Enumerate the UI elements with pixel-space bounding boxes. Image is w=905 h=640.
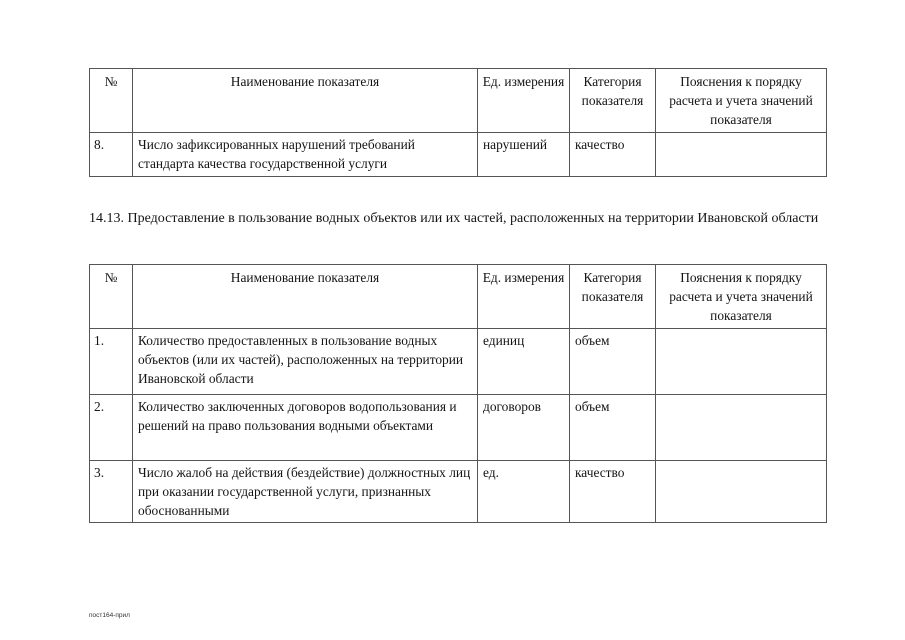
table-header-row	[90, 265, 827, 329]
indicator-explanation	[656, 133, 827, 177]
column-header-explanation: Пояснения к порядку расчета и учета значений показателя	[656, 265, 827, 329]
indicator-explanation	[656, 395, 827, 461]
column-header-name: Наименование показателя	[133, 265, 478, 329]
column-header-category: Категория показателя	[570, 69, 656, 133]
column-header-number: №	[90, 69, 133, 133]
footer-filename: пост164-прил	[89, 612, 130, 619]
row-number: 3.	[90, 461, 133, 523]
indicator-explanation	[656, 329, 827, 395]
column-header-unit: Ед. измерения	[478, 265, 570, 329]
indicator-unit: ед.	[478, 461, 570, 523]
column-header-number: №	[90, 265, 133, 329]
indicator-category: качество	[570, 461, 656, 523]
table-row	[90, 133, 827, 177]
row-number: 1.	[90, 329, 133, 395]
table-row	[90, 395, 827, 461]
column-header-category: Категория показателя	[570, 265, 656, 329]
table-row	[90, 461, 827, 523]
row-number: 2.	[90, 395, 133, 461]
table-header-row	[90, 69, 827, 133]
indicator-unit: нарушений	[478, 133, 570, 177]
column-header-explanation: Пояснения к порядку расчета и учета значений показателя	[656, 69, 827, 133]
indicator-unit: единиц	[478, 329, 570, 395]
indicator-unit: договоров	[478, 395, 570, 461]
indicator-name: Количество предоставленных в пользование водных объектов (или их частей), расположенных на территории Ивановской области	[133, 329, 478, 395]
table-row	[90, 329, 827, 395]
column-header-unit: Ед. измерения	[478, 69, 570, 133]
indicator-explanation	[656, 461, 827, 523]
indicator-category: качество	[570, 133, 656, 177]
indicator-name: Количество заключенных договоров водопользования и решений на право пользования водными объектами	[133, 395, 478, 461]
indicator-category: объем	[570, 329, 656, 395]
indicator-name: Число зафиксированных нарушений требований стандарта качества государственной услуги	[133, 133, 478, 177]
indicator-category: объем	[570, 395, 656, 461]
indicators-table-1	[89, 68, 827, 177]
row-number: 8.	[90, 133, 133, 177]
section-heading: 14.13. Предоставление в пользование водных объектов или их частей, расположенных на территории Ивановской области	[89, 211, 819, 226]
column-header-name: Наименование показателя	[133, 69, 478, 133]
indicator-name: Число жалоб на действия (бездействие) должностных лиц при оказании государственной услуги, признанных обоснованными	[133, 461, 478, 523]
indicators-table-2	[89, 264, 827, 523]
